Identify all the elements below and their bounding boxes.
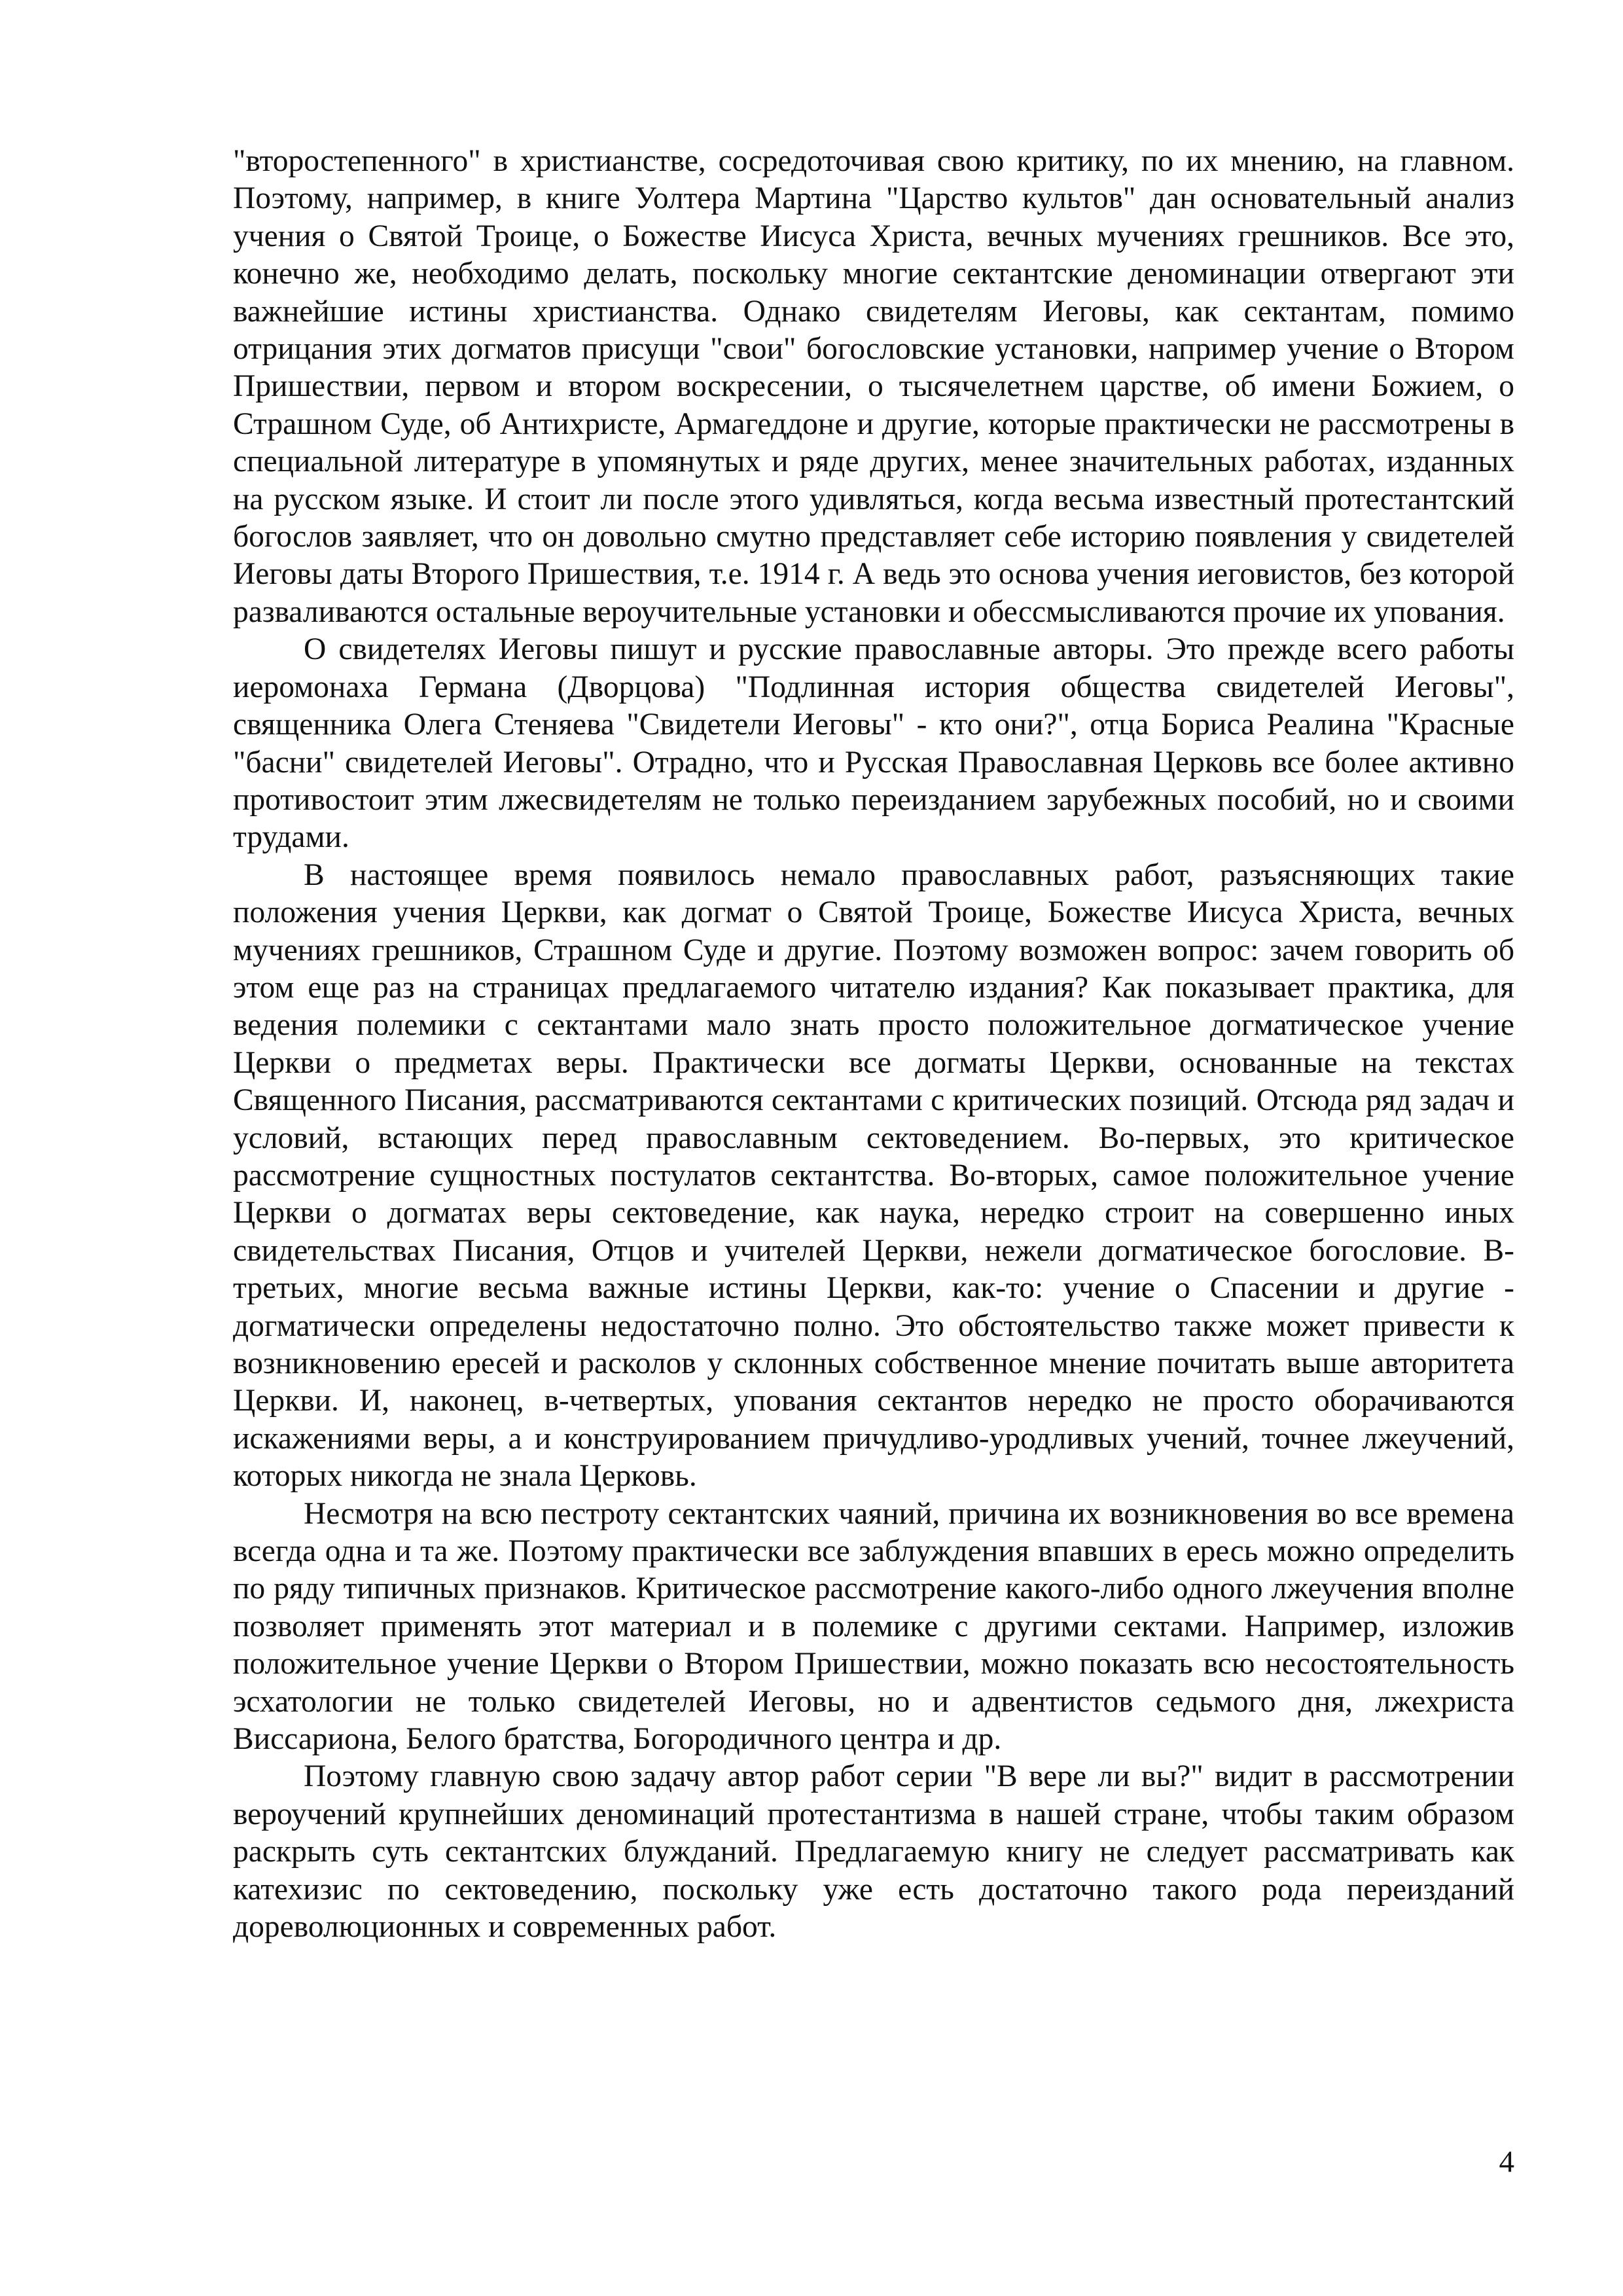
paragraph-2: О свидетелях Иеговы пишут и русские православные авторы. Это прежде всего работы иеромонаха Германа (Дворцова) "Подлинная история общества свидетелей Иеговы", священника Олега Стеняева "Свидетели Иеговы" - кто они?", отца Бориса Реалина "Красные "басни" свидетелей Иеговы". Отрадно, что и Русская Православная Церковь все более активно противостоит этим лжесвидетелям не только переизданием зарубежных пособий, но и своими трудами.: [233, 632, 1514, 855]
paragraph-3: В настоящее время появилось немало православных работ, разъясняющих такие положения учения Церкви, как догмат о Святой Троице, Божестве Иисуса Христа, вечных мучениях грешников, Страшном Суде и другие. Поэтому возможен вопрос: зачем говорить об этом еще раз на страницах предлагаемого читателю издания? Как показывает практика, для ведения полемики с сектантами мало знать просто положительное догматическое учение Церкви о предметах веры. Практически все догматы Церкви, основанные на текстах Священного Писания, рассматриваются сектантами с критических позиций. Отсюда ряд задач и условий, встающих перед православным сектоведением. Во-первых, это критическое рассмотрение сущностных постулатов сектантства. Во-вторых, самое положительное учение Церкви о догматах веры сектоведение, как наука, нередко строит на совершенно иных свидетельствах Писания, Отцов и учителей Церкви, нежели догматическое богословие. В-третьих, многие весьма важные истины Церкви, как-то: учение о Спасении и другие - догматически определены недостаточно полно. Это обстоятельство также может привести к возникновению ересей и расколов у склонных собственное мнение почитать выше авторитета Церкви. И, наконец, в-четвертых, упования сектантов нередко не просто оборачиваются искажениями веры, а и конструированием причудливо-уродливых учений, точнее лжеучений, которых никогда не знала Церковь.: [233, 857, 1514, 1494]
body-text: [233, 143, 1514, 1946]
paragraph-5: Поэтому главную свою задачу автор работ серии "В вере ли вы?" видит в рассмотрении вероучений крупнейших деноминаций протестантизма в нашей стране, чтобы таким образом раскрыть суть сектантских блужданий. Предлагаемую книгу не следует рассматривать как катехизис по сектоведению, поскольку уже есть достаточно такого рода переизданий дореволюционных и современных работ.: [233, 1759, 1514, 1945]
page-number: 4: [1499, 2145, 1514, 2179]
paragraph-4: Несмотря на всю пестроту сектантских чаяний, причина их возникновения во все времена всегда одна и та же. Поэтому практически все заблуждения впавших в ересь можно определить по ряду типичных признаков. Критическое рассмотрение какого-либо одного лжеучения вполне позволяет применять этот материал и в полемике с другими сектами. Например, изложив положительное учение Церкви о Втором Пришествии, можно показать всю несостоятельность эсхатологии не только свидетелей Иеговы, но и адвентистов седьмого дня, лжехриста Виссариона, Белого братства, Богородичного центра и др.: [233, 1496, 1514, 1757]
paragraph-1: "второстепенного" в христианстве, сосредоточивая свою критику, по их мнению, на главном. Поэтому, например, в книге Уолтера Мартина "Царство культов" дан основательный анализ учения о Святой Троице, о Божестве Иисуса Христа, вечных мучениях грешников. Все это, конечно же, необходимо делать, поскольку многие сектантские деноминации отвергают эти важнейшие истины христианства. Однако свидетелям Иеговы, как сектантам, помимо отрицания этих догматов присущи "свои" богословские установки, например учение о Втором Пришествии, первом и втором воскресении, о тысячелетнем царстве, об имени Божием, о Страшном Суде, об Антихристе, Армагеддоне и другие, которые практически не рассмотрены в специальной литературе в упомянутых и ряде других, менее значительных работах, изданных на русском языке. И стоит ли после этого удивляться, когда весьма известный протестантский богослов заявляет, что он довольно смутно представляет себе историю появления у свидетелей Иеговы даты Второго Пришествия, т.е. 1914 г. А ведь это основа учения иеговистов, без которой разваливаются остальные вероучительные установки и обессмысливаются прочие их упования.: [233, 144, 1514, 629]
